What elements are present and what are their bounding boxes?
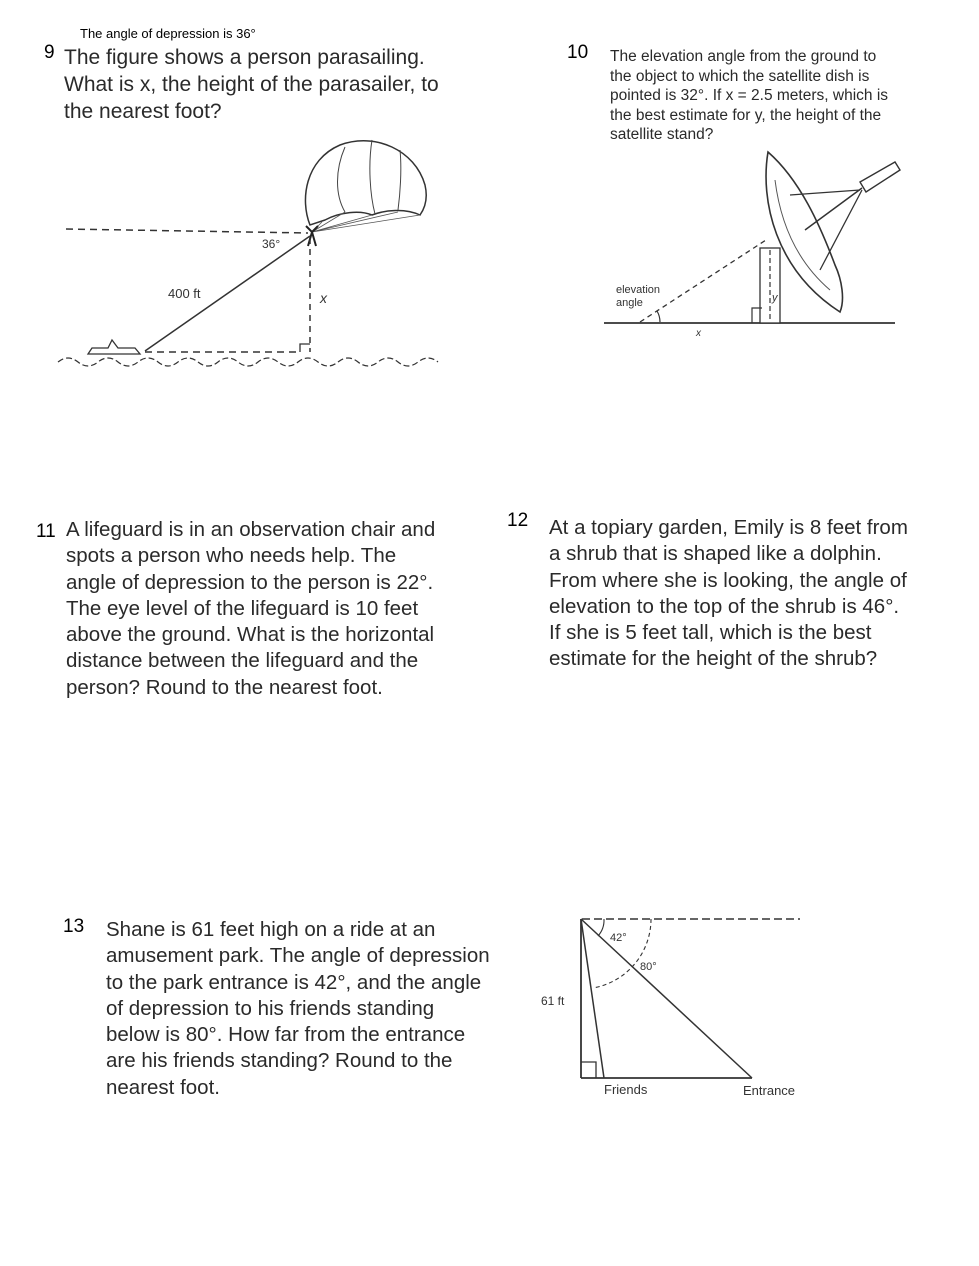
height-x-label: x — [320, 290, 327, 306]
problem-11-line: above the ground. What is the horizontal — [66, 623, 435, 647]
dish-y-label: y — [772, 292, 778, 304]
problem-10-line: the best estimate for y, the height of the — [610, 106, 882, 124]
problem-9-line: The figure shows a person parasailing. — [64, 46, 425, 69]
problem-13-line: nearest foot. — [106, 1075, 220, 1099]
problem-12-line: From where she is looking, the angle of — [549, 568, 907, 592]
problem-12-line: At a topiary garden, Emily is 8 feet from — [549, 516, 908, 539]
problem-12-line: estimate for the height of the shrub? — [549, 647, 878, 671]
problem-12-number: 12 — [507, 510, 529, 531]
problem-13-line: below is 80°. How far from the entrance — [106, 1023, 466, 1047]
problem-13-line: are his friends standing? Round to the — [106, 1049, 453, 1073]
problem-10-line: satellite stand? — [610, 126, 714, 143]
problem-11-line: angle of depression to the person is 22°. — [66, 570, 434, 594]
angle-note: The angle of depression is 36° — [80, 26, 256, 41]
length-400-label: 400 ft — [168, 286, 201, 301]
problem-11-line: distance between the lifeguard and the — [66, 649, 419, 673]
problem-9-line: the nearest foot? — [64, 100, 222, 123]
problem-13-line: Shane is 61 feet high on a ride at an — [106, 918, 436, 941]
angle-36-label: 36° — [262, 237, 281, 251]
problem-11-line: A lifeguard is in an observation chair and — [66, 518, 436, 541]
height-61-label: 61 ft — [541, 994, 565, 1008]
problem-11-line: The eye level of the lifeguard is 10 feet — [66, 596, 419, 620]
elevation-label: elevation — [616, 284, 661, 296]
problem-13-line: amusement park. The angle of depression — [106, 944, 490, 968]
problem-13-line: of depression to his friends standing — [106, 996, 435, 1020]
problem-9-line: What is x, the height of the parasailer, to — [64, 73, 439, 96]
problem-12-line: elevation to the top of the shrub is 46°. — [549, 594, 900, 618]
problem-10-line: pointed is 32°. If x = 2.5 meters, which is — [610, 87, 889, 104]
problem-9-number: 9 — [44, 42, 55, 63]
problem-13-number: 13 — [63, 916, 85, 937]
entrance-label: Entrance — [743, 1083, 796, 1098]
angle-80-label: 80° — [640, 961, 657, 973]
problem-10-line: The elevation angle from the ground to — [610, 48, 877, 65]
problem-13-line: to the park entrance is 42°, and the angle — [106, 970, 482, 994]
angle-label: angle — [616, 297, 643, 309]
problem-11-line: person? Round to the nearest foot. — [66, 675, 383, 699]
problem-10-number: 10 — [567, 42, 589, 63]
dish-x-label: x — [696, 328, 701, 339]
problem-11-number: 11 — [36, 521, 56, 542]
friends-label: Friends — [604, 1082, 648, 1097]
problem-11-line: spots a person who needs help. The — [66, 544, 397, 568]
problem-12-line: a shrub that is shaped like a dolphin. — [549, 542, 882, 566]
problem-10-line: the object to which the satellite dish is — [610, 67, 870, 85]
angle-42-label: 42° — [610, 932, 627, 944]
problem-12-line: If she is 5 feet tall, which is the best — [549, 621, 872, 645]
